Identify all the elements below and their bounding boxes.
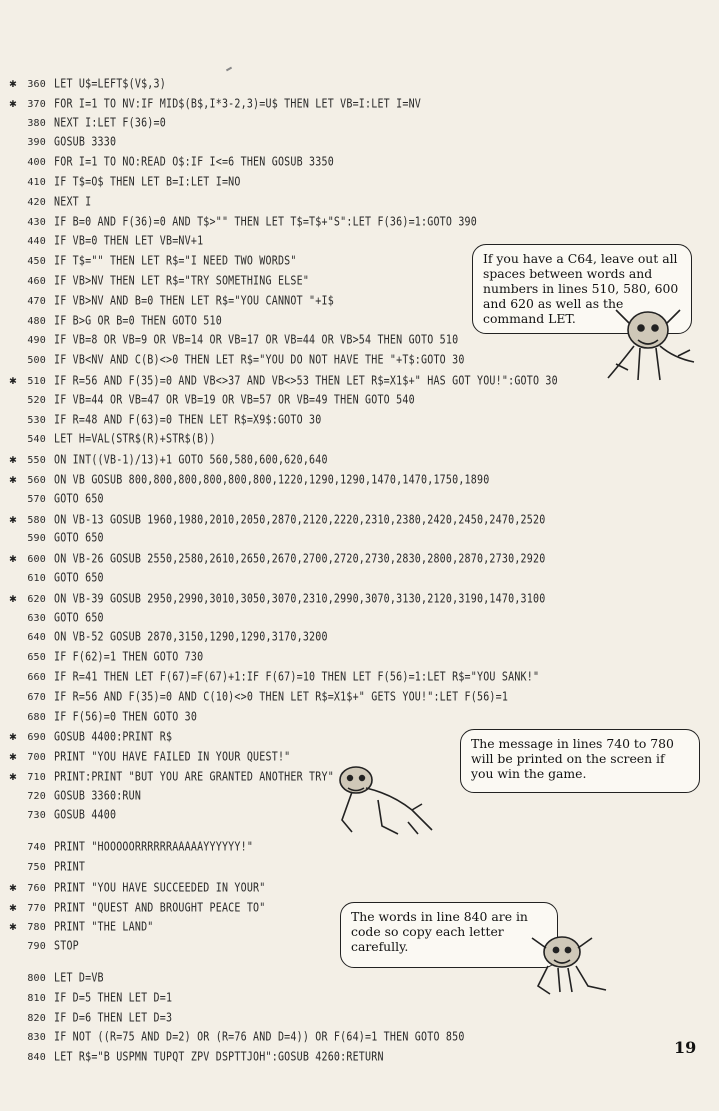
line-code: PRINT "YOU HAVE FAILED IN YOUR QUEST!": [54, 750, 291, 765]
line-code: IF B=0 AND F(36)=0 AND T$>"" THEN LET T$=T$+"S":LET F(36)=1:GOTO 390: [54, 215, 477, 229]
line-number: 620: [27, 593, 46, 605]
line-number: 650: [27, 652, 46, 664]
line-code: IF T$="" THEN LET R$="I NEED TWO WORDS": [54, 254, 297, 269]
line-number: 360: [27, 79, 46, 90]
code-line: [6, 1048, 666, 1068]
code-line: [6, 430, 666, 450]
line-code: GOSUB 4400:PRINT R$: [54, 730, 173, 745]
line-number: 570: [27, 493, 46, 505]
line-number: 590: [27, 533, 46, 545]
line-number: 380: [27, 117, 46, 129]
line-number: 700: [27, 752, 46, 764]
line-number: 730: [27, 810, 46, 822]
line-code: ON VB GOSUB 800,800,800,800,800,800,1220,1290,1290,1470,1470,1750,1890: [54, 473, 490, 488]
goblin-figure-1: [598, 300, 708, 400]
goblin-figure-2: [322, 760, 442, 840]
code-line: [6, 470, 666, 490]
line-code: NEXT I: [54, 195, 92, 210]
line-number: 670: [27, 691, 46, 703]
code-line: [6, 589, 666, 609]
line-code: IF R=41 THEN LET F(67)=F(67)+1:IF F(67)=10 THEN LET F(56)=1:LET R$="YOU SANK!": [54, 670, 540, 685]
line-code: GOTO 650: [54, 571, 104, 586]
line-code: IF NOT ((R=75 AND D=2) OR (R=76 AND D=4)) OR F(64)=1 THEN GOTO 850: [54, 1030, 465, 1045]
line-code: PRINT "YOU HAVE SUCCEEDED IN YOUR": [54, 881, 266, 896]
code-line: [6, 688, 666, 708]
line-code: IF VB<NV AND C(B)<>0 THEN LET R$="YOU DO NOT HAVE THE "+T$:GOTO 30: [54, 353, 465, 368]
line-code: ON VB-39 GOSUB 2950,2990,3010,3050,3070,2310,2990,3070,3130,2120,3190,1470,3100: [54, 592, 546, 606]
asterisk-star-icon: ✱: [9, 879, 17, 894]
code-line: [6, 878, 666, 898]
line-code: IF VB=8 OR VB=9 OR VB=14 OR VB=17 OR VB=44 OR VB>54 THEN GOTO 510: [54, 333, 459, 348]
code-line: [6, 708, 666, 728]
line-number: 520: [27, 394, 46, 406]
line-number: 690: [27, 732, 46, 744]
line-number: 790: [27, 941, 46, 953]
line-code: IF R=56 AND F(35)=0 AND C(10)<>0 THEN LET R$=X1$+" GETS YOU!":LET F(56)=1: [54, 690, 509, 704]
code-line: [6, 529, 666, 549]
line-number: 390: [27, 137, 46, 149]
line-code: FOR I=1 TO NV:IF MID$(B$,I*3-2,3)=U$ THEN LET VB=I:LET I=NV: [54, 97, 422, 112]
line-number: 640: [27, 632, 46, 644]
code-line: [6, 838, 666, 858]
line-number: 710: [27, 771, 46, 783]
line-number: 490: [27, 335, 46, 347]
line-code: IF VB>NV AND B=0 THEN LET R$="YOU CANNOT "+I$: [54, 294, 334, 309]
line-code: GOSUB 3360:RUN: [54, 789, 142, 803]
code-line: [6, 490, 666, 510]
line-number: 580: [27, 514, 46, 526]
line-number: 750: [27, 862, 46, 874]
line-code: IF D=5 THEN LET D=1: [54, 991, 173, 1006]
line-code: IF VB=0 THEN LET VB=NV+1: [54, 234, 204, 249]
stray-mark: [226, 67, 232, 72]
line-number: 530: [27, 414, 46, 426]
line-number: 550: [27, 455, 46, 467]
line-code: NEXT I:LET F(36)=0: [54, 116, 166, 130]
asterisk-star-icon: ✱: [9, 899, 17, 914]
code-line: [6, 450, 666, 470]
line-code: PRINT "HOOOOORRRRRRAAAAAYYYYYY!": [54, 840, 254, 855]
line-code: LET U$=LEFT$(V$,3): [54, 77, 166, 92]
line-number: 420: [27, 196, 46, 208]
page-number: 19: [674, 1038, 697, 1057]
note-code-text: The words in line 840 are in code so copy each letter carefully.: [351, 909, 528, 954]
line-code: LET D=VB: [54, 971, 104, 986]
line-number: 610: [27, 572, 46, 584]
line-code: GOTO 650: [54, 531, 104, 546]
asterisk-star-icon: ✱: [9, 76, 17, 90]
code-line: [6, 549, 666, 569]
line-code: GOTO 650: [54, 611, 104, 625]
goblin-figure-3: [518, 930, 618, 1000]
line-code: PRINT:PRINT "BUT YOU ARE GRANTED ANOTHER TRY": [54, 770, 334, 785]
line-number: 470: [27, 295, 46, 307]
line-code: STOP: [54, 939, 79, 954]
line-number: 410: [27, 176, 46, 188]
line-number: 560: [27, 474, 46, 486]
line-number: 830: [27, 1032, 46, 1044]
line-number: 440: [27, 236, 46, 248]
line-number: 780: [27, 922, 46, 934]
line-code: GOSUB 4400: [54, 809, 117, 823]
line-number: 770: [27, 902, 46, 914]
line-number: 460: [27, 275, 46, 287]
asterisk-star-icon: ✱: [9, 372, 17, 387]
asterisk-star-icon: ✱: [9, 471, 17, 486]
line-code: LET H=VAL(STR$(R)+STR$(B)): [54, 432, 216, 447]
line-number: 540: [27, 434, 46, 446]
asterisk-star-icon: ✱: [9, 749, 17, 764]
code-line: [6, 351, 666, 371]
asterisk-star-icon: ✱: [9, 729, 17, 744]
line-code: PRINT "QUEST AND BROUGHT PEACE TO": [54, 901, 266, 915]
line-code: IF VB=44 OR VB=47 OR VB=19 OR VB=57 OR VB=49 THEN GOTO 540: [54, 393, 415, 408]
line-code: IF F(62)=1 THEN GOTO 730: [54, 650, 204, 665]
line-number: 630: [27, 612, 46, 624]
asterisk-star-icon: ✱: [9, 95, 17, 110]
asterisk-star-icon: ✱: [9, 919, 17, 934]
line-number: 840: [27, 1052, 46, 1064]
code-line: [6, 74, 666, 94]
line-code: IF R=48 AND F(63)=0 THEN LET R$=X9$:GOTO 30: [54, 413, 322, 427]
line-number: 820: [27, 1012, 46, 1024]
code-line: [6, 858, 666, 878]
line-number: 500: [27, 355, 46, 367]
line-code: ON INT((VB-1)/13)+1 GOTO 560,580,600,620,640: [54, 453, 328, 468]
line-number: 810: [27, 992, 46, 1004]
program-listing: [6, 74, 666, 1068]
line-number: 600: [27, 554, 46, 566]
asterisk-star-icon: ✱: [9, 590, 17, 605]
line-code: ON VB-26 GOSUB 2550,2580,2610,2650,2670,2700,2720,2730,2830,2800,2870,2730,2920: [54, 552, 546, 567]
line-code: IF T$=O$ THEN LET B=I:LET I=NO: [54, 175, 241, 190]
code-line: [6, 510, 666, 530]
asterisk-star-icon: ✱: [9, 768, 17, 783]
line-number: 800: [27, 973, 46, 985]
note-bubble-message: [460, 729, 700, 793]
line-number: 510: [27, 375, 46, 387]
line-number: 400: [27, 157, 46, 169]
line-code: IF VB>NV THEN LET R$="TRY SOMETHING ELSE": [54, 274, 310, 289]
line-code: ON VB-52 GOSUB 2870,3150,1290,1290,3170,3200: [54, 630, 328, 645]
line-code: IF F(56)=0 THEN GOTO 30: [54, 710, 198, 724]
line-number: 660: [27, 671, 46, 683]
code-line: [6, 898, 666, 918]
line-number: 680: [27, 711, 46, 723]
line-code: GOSUB 3330: [54, 135, 117, 150]
note-message-text: The message in lines 740 to 780 will be printed on the screen if you win the game.: [471, 736, 674, 781]
line-number: 370: [27, 98, 46, 110]
line-code: IF R=56 AND F(35)=0 AND VB<>37 AND VB<>53 THEN LET R$=X1$+" HAS GOT YOU!":GOTO 30: [54, 374, 558, 389]
line-number: 720: [27, 790, 46, 802]
asterisk-star-icon: ✱: [9, 551, 17, 566]
line-number: 480: [27, 315, 46, 327]
line-code: GOTO 650: [54, 492, 104, 507]
line-number: 760: [27, 882, 46, 894]
note-c64-text: If you have a C64, leave out all spaces between words and numbers in lines 510, 580, 600 and 620 as well as the command LET.: [483, 251, 679, 326]
line-code: PRINT: [54, 860, 86, 875]
line-number: 430: [27, 216, 46, 228]
line-code: IF B>G OR B=0 THEN GOTO 510: [54, 314, 222, 328]
asterisk-star-icon: ✱: [9, 511, 17, 526]
line-code: PRINT "THE LAND": [54, 920, 154, 935]
line-code: IF D=6 THEN LET D=3: [54, 1011, 173, 1025]
code-line: [6, 173, 666, 193]
code-line: [6, 569, 666, 589]
asterisk-star-icon: ✱: [9, 452, 17, 467]
line-number: 740: [27, 842, 46, 854]
line-code: FOR I=1 TO NO:READ O$:IF I<=6 THEN GOSUB 3350: [54, 155, 334, 170]
line-number: 450: [27, 256, 46, 268]
line-code: LET R$="B USPMN TUPQT ZPV DSPTTJOH":GOSUB 4260:RETURN: [54, 1050, 384, 1065]
line-code: ON VB-13 GOSUB 1960,1980,2010,2050,2870,2120,2220,2310,2380,2420,2450,2470,2520: [54, 513, 546, 527]
